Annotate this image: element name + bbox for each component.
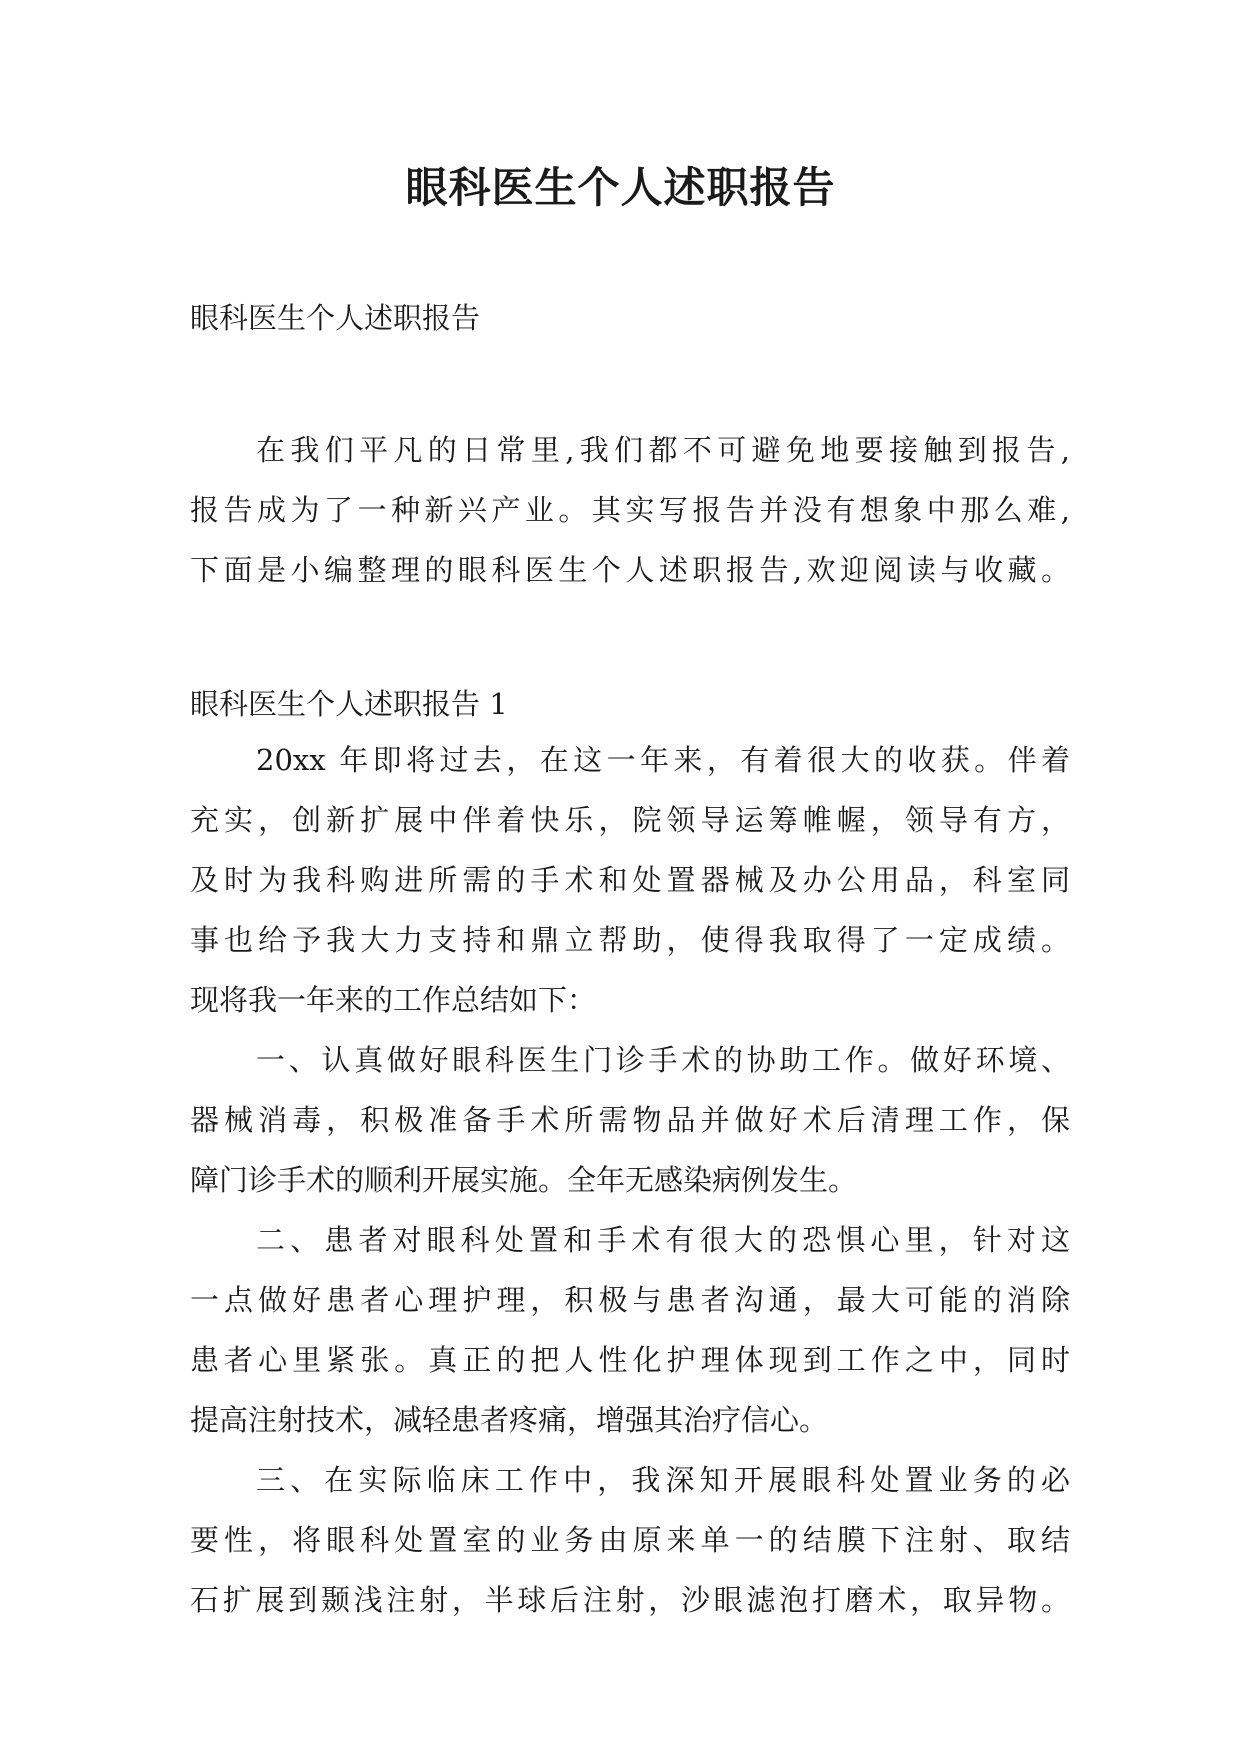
paragraph-line: 二、患者对眼科处置和手术有很大的恐惧心里，针对这	[256, 1223, 1070, 1257]
paragraph-line: 事也给予我大力支持和鼎立帮助，使得我取得了一定成绩。	[190, 923, 1070, 957]
intro-paragraph	[190, 420, 1070, 600]
paragraph-line: 三、在实际临床工作中，我深知开展眼科处置业务的必	[256, 1463, 1070, 1497]
document-body	[190, 288, 1070, 1630]
paragraph-4	[190, 1450, 1070, 1630]
paragraph-line: 报告成为了一种新兴产业。其实写报告并没有想象中那么难,	[190, 493, 1070, 527]
spacer	[190, 600, 1070, 660]
paragraph-line: 障门诊手术的顺利开展实施。全年无感染病例发生。	[190, 1163, 858, 1197]
paragraph-line: 在我们平凡的日常里,我们都不可避免地要接触到报告,	[256, 433, 1070, 467]
paragraph-3	[190, 1210, 1070, 1450]
paragraph-line: 石扩展到颞浅注射，半球后注射，沙眼滤泡打磨术，取异物。	[190, 1583, 1070, 1617]
paragraph-line: 现将我一年来的工作总结如下：	[190, 983, 597, 1017]
paragraph-line: 20xx 年即将过去，在这一年来，有着很大的收获。伴着	[256, 743, 1070, 777]
paragraph-line: 及时为我科购进所需的手术和处置器械及办公用品，科室同	[190, 863, 1070, 897]
paragraph-line: 患者心里紧张。真正的把人性化护理体现到工作之中，同时	[190, 1343, 1070, 1377]
paragraph-line: 要性，将眼科处置室的业务由原来单一的结膜下注射、取结	[190, 1523, 1070, 1557]
paragraph-2	[190, 1030, 1070, 1210]
paragraph-line: 一、认真做好眼科医生门诊手术的协助工作。做好环境、	[256, 1043, 1070, 1077]
paragraph-line: 器械消毒，积极准备手术所需物品并做好术后清理工作，保	[190, 1103, 1070, 1137]
document-subtitle: 眼科医生个人述职报告	[190, 301, 481, 335]
paragraph-line: 充实，创新扩展中伴着快乐，院领导运筹帷幄，领导有方，	[190, 803, 1070, 837]
paragraph-1	[190, 730, 1070, 1030]
spacer	[190, 348, 1070, 408]
document-title: 眼科医生个人述职报告	[405, 163, 836, 212]
paragraph-line: 一点做好患者心理护理，积极与患者沟通，最大可能的消除	[190, 1283, 1070, 1317]
paragraph-line: 下面是小编整理的眼科医生个人述职报告,欢迎阅读与收藏。	[190, 553, 1070, 587]
section-heading: 眼科医生个人述职报告 1	[190, 687, 508, 721]
paragraph-line: 提高注射技术，减轻患者疼痛，增强其治疗信心。	[190, 1403, 829, 1437]
